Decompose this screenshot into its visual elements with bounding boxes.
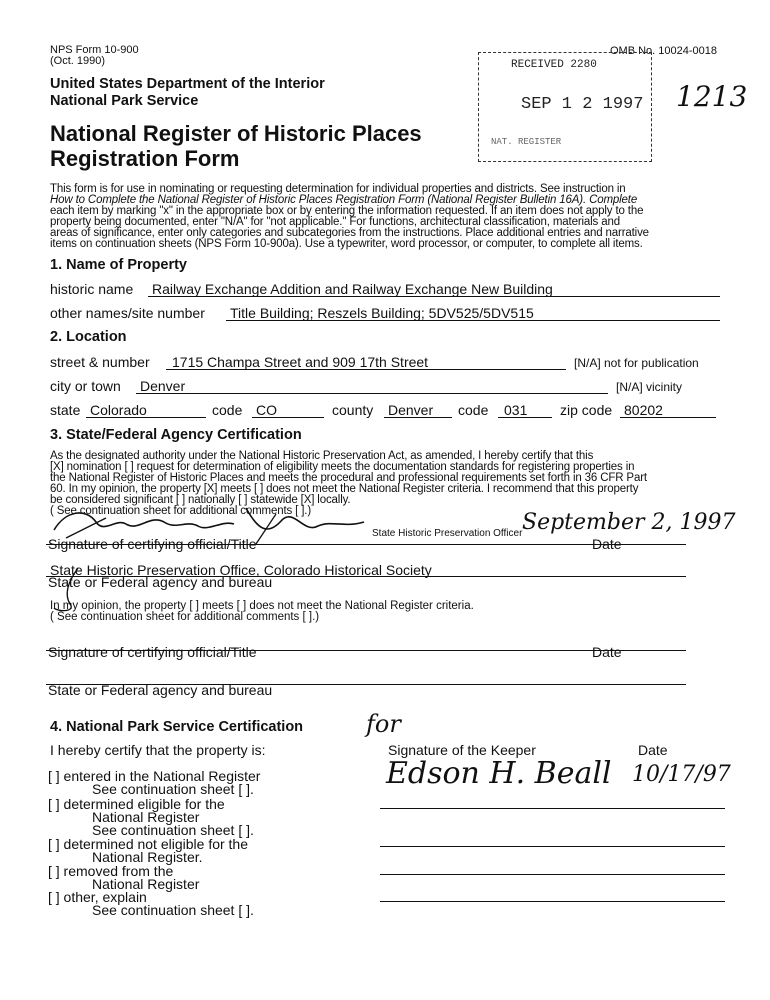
other-names-label: other names/site number <box>50 305 205 321</box>
cert-line: the National Register of Historic Places and meets the procedural and professional requirements set forth in 36 CFR Part <box>50 472 647 484</box>
received-stamp <box>478 52 652 162</box>
state-code-label: code <box>212 402 243 418</box>
state-label: state <box>50 402 81 418</box>
state-value[interactable]: Colorado <box>90 402 147 418</box>
city-label: city or town <box>50 378 121 394</box>
keeper-name: Edson H. Beall <box>386 756 612 791</box>
county-value[interactable]: Denver <box>388 402 434 418</box>
form-title-line1: National Register of Historic Places <box>50 121 422 146</box>
instructions-line: property being documented, enter "N/A" for "not applicable." For functions, architectural classification, materials and <box>50 216 620 228</box>
shpo-handwritten-date: September 2, 1997 <box>522 510 736 535</box>
option-entered[interactable]: [ ] entered in the National Register <box>48 768 261 784</box>
street-value[interactable]: 1715 Champa Street and 909 17th Street <box>172 354 429 370</box>
keeper-date: 10/17/97 <box>632 762 731 787</box>
instructions-line: How to Complete the National Register of Historic Places Registration Form (National Register Bulletin 16A). Complete <box>50 194 638 206</box>
cert-line: be considered significant [ ] nationally [ ] statewide [X] locally. <box>50 494 351 506</box>
option-eligible[interactable]: [ ] determined eligible for the <box>48 796 225 812</box>
option-not-eligible[interactable]: [ ] determined not eligible for the <box>48 836 249 852</box>
option-not-eligible-cont: National Register. <box>92 849 203 865</box>
option-removed-cont: National Register <box>92 876 200 892</box>
vicinity[interactable]: [N/A] vicinity <box>616 380 683 394</box>
cert-line: ( See continuation sheet for additional comments [ ].) <box>50 505 312 517</box>
nps-intro: I hereby certify that the property is: <box>50 742 266 758</box>
state-code-value[interactable]: CO <box>256 402 277 418</box>
city-value[interactable]: Denver <box>140 378 186 394</box>
option-other[interactable]: [ ] other, explain <box>48 889 147 905</box>
option-removed[interactable]: [ ] removed from the <box>48 863 174 879</box>
form-date: (Oct. 1990) <box>50 55 106 67</box>
instructions-line: each item by marking "x" in the appropriate box or by entering the information requested. If an item does not apply to the <box>50 205 644 217</box>
zip-label: zip code <box>560 402 613 418</box>
option-entered-cont: See continuation sheet [ ]. <box>92 781 254 797</box>
opinion-text: In my opinion, the property [ ] meets [ ] does not meet the National Register criteria. <box>50 600 474 612</box>
instructions-line: areas of significance, enter only categories and subcategories from the instructions. Place additional entries and narrative <box>50 227 649 239</box>
historic-name-value[interactable]: Railway Exchange Addition and Railway Exchange New Building <box>152 281 553 297</box>
zip-value[interactable]: 80202 <box>624 402 663 418</box>
stamp-nat: NAT. REGISTER <box>491 137 562 147</box>
date-label-2: Date <box>592 644 622 660</box>
service: National Park Service <box>50 93 199 109</box>
signature-label-1: Signature of certifying official/Title <box>48 536 257 552</box>
section-4-heading: 4. National Park Service Certification <box>50 719 304 735</box>
section-3-heading: 3. State/Federal Agency Certification <box>50 427 302 443</box>
instructions <box>50 184 730 250</box>
agency-label-1: State or Federal agency and bureau <box>48 574 273 590</box>
keeper-for: for <box>366 710 401 738</box>
county-code-value[interactable]: 031 <box>504 402 528 418</box>
agency-label-2: State or Federal agency and bureau <box>48 682 273 698</box>
section-1-heading: 1. Name of Property <box>50 257 187 273</box>
stamp-received: RECEIVED 2280 <box>511 59 597 71</box>
keeper-date-label: Date <box>638 742 668 758</box>
county-code-label: code <box>458 402 489 418</box>
form-number: NPS Form 10-900 <box>50 44 139 56</box>
not-for-publication[interactable]: [N/A] not for publication <box>574 356 699 370</box>
section-2-heading: 2. Location <box>50 329 127 345</box>
keeper-label: Signature of the Keeper <box>388 742 536 758</box>
option-eligible-cont: National Register <box>92 809 200 825</box>
form-title-line2: Registration Form <box>50 146 240 171</box>
omb-number: OMB No. 10024-0018 <box>610 45 718 57</box>
shpo-title: State Historic Preservation Officer <box>372 528 523 539</box>
department: United States Department of the Interior <box>50 76 325 92</box>
stamp-date: SEP 1 2 1997 <box>521 95 644 114</box>
other-names-value[interactable]: Title Building; Reszels Building; 5DV525/5DV515 <box>230 305 534 321</box>
instructions-line: items on continuation sheets (NPS Form 10-900a). Use a typewriter, word processor, or computer, to complete all items. <box>50 238 643 250</box>
agency-value[interactable]: State Historic Preservation Office, Colorado Historical Society <box>50 562 432 578</box>
option-other-cont: See continuation sheet [ ]. <box>92 902 254 918</box>
option-eligible-cont2: See continuation sheet [ ]. <box>92 822 254 838</box>
cert-line: 60. In my opinion, the property [X] meets [ ] does not meet the National Register criteria. I recommend that this property <box>50 483 639 495</box>
cert-line: [X] nomination [ ] request for determination of eligibility meets the documentation standards for registering properties in <box>50 461 635 473</box>
county-label: county <box>332 402 374 418</box>
handwritten-number: 1213 <box>676 80 748 113</box>
instructions-line: This form is for use in nominating or requesting determination for individual properties and districts. See instruction in <box>50 183 626 195</box>
date-label-1: Date <box>592 536 622 552</box>
opinion-continuation: ( See continuation sheet for additional comments [ ].) <box>50 611 320 623</box>
cert-line: As the designated authority under the National Historic Preservation Act, as amended, I hereby certify that this <box>50 450 594 462</box>
street-label: street & number <box>50 354 150 370</box>
historic-name-label: historic name <box>50 281 134 297</box>
signature-label-2: Signature of certifying official/Title <box>48 644 257 660</box>
